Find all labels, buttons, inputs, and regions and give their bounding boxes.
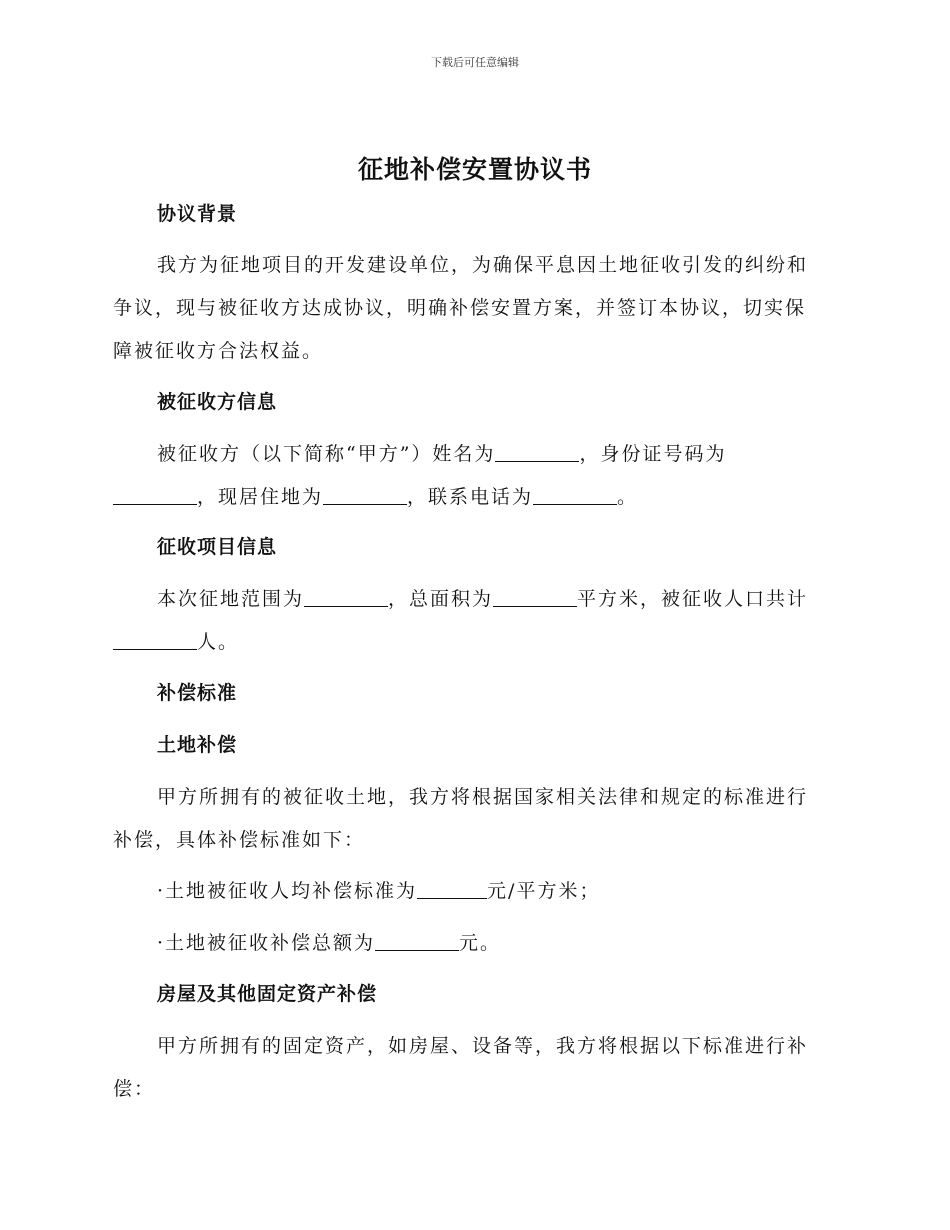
party-address-label: ，现居住地为 — [197, 486, 324, 508]
party-name-label: 被征收方（以下简称“甲方”）姓名为 — [157, 443, 496, 465]
name-blank — [495, 443, 579, 462]
per-capita-blank — [417, 880, 487, 899]
background-line-1: 我方为征地项目的开发建设单位，为确保平息因土地征收引发的纠纷和 — [157, 254, 809, 276]
party-info-line-2 — [113, 482, 638, 509]
background-line-3: 障被征收方合法权益。 — [113, 340, 324, 362]
total-amount-blank — [375, 932, 459, 951]
period: 。 — [617, 486, 639, 508]
population-unit: 人。 — [197, 631, 240, 653]
document-title: 征地补偿安置协议书 — [357, 155, 592, 184]
population-blank — [113, 631, 197, 650]
project-area-label: ，总面积为 — [388, 588, 494, 610]
heading-background: 协议背景 — [157, 203, 238, 225]
project-scope-label: 本次征地范围为 — [157, 588, 305, 610]
house-line-2: 偿： — [113, 1078, 156, 1100]
land-line-2: 补偿，具体补偿标准如下： — [113, 829, 366, 851]
id-number-blank — [113, 486, 197, 505]
total-amount-label: ·土地被征收补偿总额为 — [157, 932, 376, 954]
header-note: 下载后可任意编辑 — [431, 56, 519, 69]
phone-blank — [533, 486, 617, 505]
house-line-1: 甲方所拥有的固定资产，如房屋、设备等，我方将根据以下标准进行补 — [157, 1035, 809, 1057]
land-bullet-2 — [157, 928, 501, 955]
heading-project-info: 征收项目信息 — [157, 536, 278, 558]
scope-blank — [304, 588, 388, 607]
project-info-line-2 — [113, 627, 239, 654]
heading-party-info: 被征收方信息 — [157, 391, 278, 413]
project-population-label: 平方米，被征收人口共计 — [577, 588, 809, 610]
per-capita-unit: 元/平方米； — [487, 880, 601, 902]
address-blank — [323, 486, 407, 505]
land-line-1: 甲方所拥有的被征收土地，我方将根据国家相关法律和规定的标准进行 — [157, 786, 809, 808]
heading-house-compensation: 房屋及其他固定资产补偿 — [157, 983, 378, 1005]
project-info-line-1 — [157, 584, 808, 611]
background-line-2: 争议，现与被征收方达成协议，明确补偿安置方案，并签订本协议，切实保 — [113, 297, 807, 319]
party-info-line-1 — [157, 439, 726, 466]
land-bullet-1 — [157, 876, 600, 903]
party-id-label: ，身份证号码为 — [579, 443, 727, 465]
total-amount-unit: 元。 — [459, 932, 502, 954]
per-capita-label: ·土地被征收人均补偿标准为 — [157, 880, 418, 902]
area-blank — [493, 588, 577, 607]
heading-compensation-standard: 补偿标准 — [157, 682, 238, 704]
party-phone-label: ，联系电话为 — [407, 486, 534, 508]
heading-land-compensation: 土地补偿 — [157, 734, 238, 756]
